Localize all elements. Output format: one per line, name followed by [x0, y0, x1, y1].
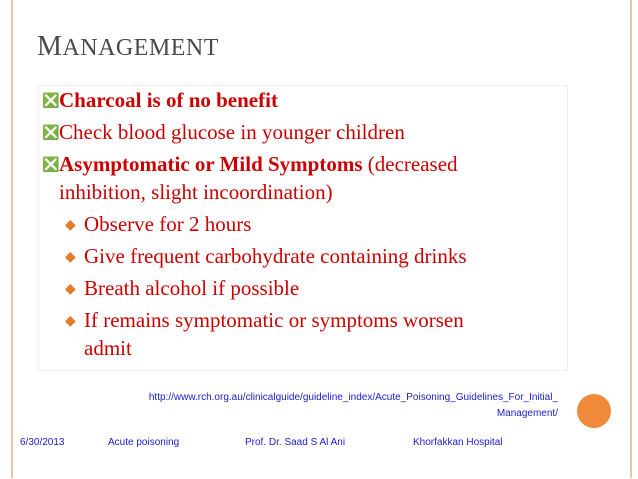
bullet-icon: ◆ [65, 218, 76, 233]
bullet-item: Check blood glucose in younger children [59, 120, 405, 144]
bullet-icon: ◆ [65, 250, 76, 265]
subbullet-item: If remains symptomatic or symptoms worsen [84, 308, 464, 332]
subbullet-item-continuation: admit [84, 336, 132, 360]
footer-author: Prof. Dr. Saad S Al Ani [245, 437, 346, 448]
bullet-icon: ◆ [65, 314, 76, 329]
footer-place: Khorfakkan Hospital [413, 437, 503, 448]
bullet-icon: ❎ [42, 158, 60, 173]
bullet-item: Charcoal is of no benefit [59, 88, 278, 112]
bullet-item: Asymptomatic or Mild Symptoms (decreased [59, 152, 458, 176]
slide-title: MANAGEMENT [37, 31, 219, 62]
subbullet-item: Observe for 2 hours [84, 212, 252, 236]
bullet-icon: ❎ [42, 94, 60, 109]
footer-topic: Acute poisoning [108, 437, 180, 448]
bullet-icon: ◆ [65, 282, 76, 297]
reference-link[interactable]: http://www.rch.org.au/clinicalguide/guideline_index/Acute_Poisoning_Guidelines_For_Initial_ Management/ [148, 392, 558, 419]
bullet-item-continuation: inhibition, slight incoordination) [59, 180, 333, 204]
footer-date: 6/30/2013 [20, 437, 65, 448]
subbullet-item: Give frequent carbohydrate containing drinks [84, 244, 467, 268]
subbullet-item: Breath alcohol if possible [84, 276, 300, 300]
bullet-icon: ❎ [42, 126, 60, 141]
decorative-circle [577, 394, 611, 428]
